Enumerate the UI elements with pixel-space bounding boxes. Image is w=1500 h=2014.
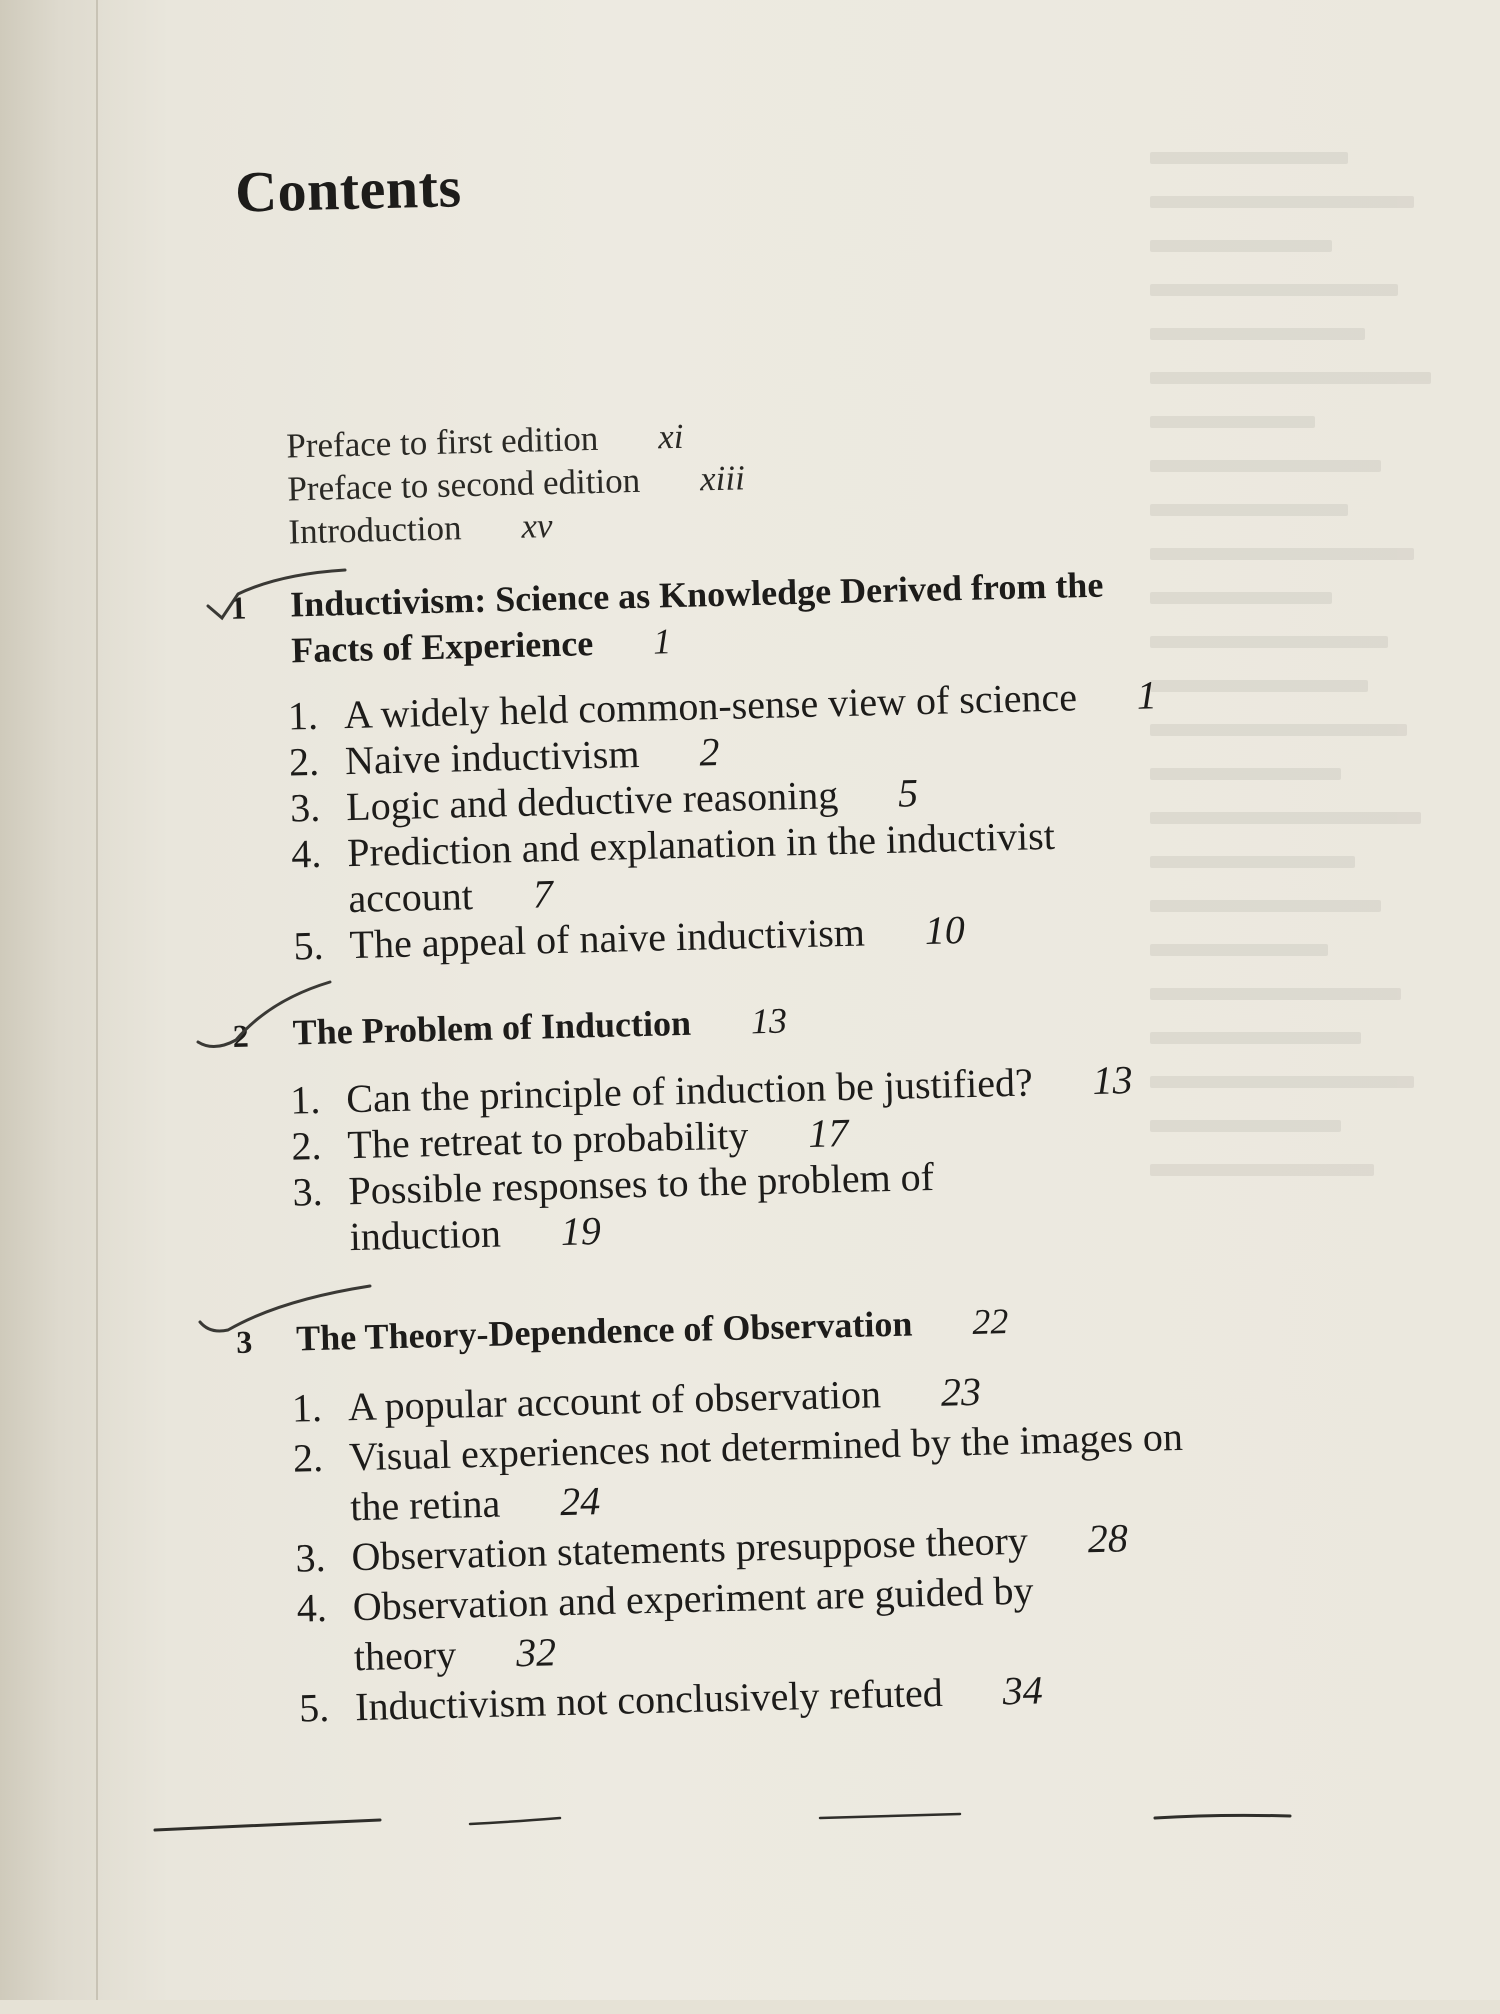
section-title: A popular account of observation [347,1371,882,1430]
underline-stroke [820,1814,960,1818]
section-title: The appeal of naive inductivism [349,909,866,968]
page-title: Contents [234,154,463,225]
section-page: 23 [940,1368,982,1415]
section-number: 3. [294,1534,327,1581]
chapter-number: 3 [235,1323,253,1360]
section-number: 5. [298,1684,330,1731]
section-number: 1. [287,692,319,739]
section-page: 1 [1136,672,1158,718]
entry-page: xi [657,416,684,457]
section-title: Can the principle of induction be justified? [345,1059,1034,1122]
underline-stroke [470,1818,560,1824]
section-page: 17 [807,1109,849,1156]
check-mark-icon [198,982,330,1047]
section-number: 3. [292,1168,324,1215]
section-title: The retreat to probability [346,1112,749,1168]
section-title: Observation and experiment are guided by [352,1567,1034,1630]
section-page: 13 [1092,1057,1134,1103]
section-number: 3. [289,784,321,831]
section-page: 34 [1002,1667,1044,1714]
section-title: Prediction and explanation in the inductivist [346,812,1056,876]
section-title-line2: account [347,873,474,922]
section-page: 32 [515,1629,557,1676]
chapter-page: 1 [652,621,672,662]
section-page: 24 [559,1478,601,1525]
section-page: 5 [897,770,919,816]
chapter-page: 22 [971,1301,1009,1342]
underline-stroke [155,1820,380,1830]
section-title: Naive inductivism [344,730,640,784]
section-title-line2: induction [349,1210,502,1260]
section-page: 28 [1087,1515,1129,1562]
section-title-line2: theory [353,1631,457,1680]
section-title: Logic and deductive reasoning [345,772,839,830]
section-page: 2 [698,729,720,775]
section-number: 1. [291,1384,323,1431]
section-title-line2: the retina [349,1480,501,1530]
check-mark-icon [208,570,345,618]
section-number: 2. [292,1434,324,1481]
chapter-title-line1: The Problem of Induction [292,1002,692,1053]
chapter-title-line2: Facts of Experience [290,623,594,671]
section-number: 4. [290,830,322,877]
section-title: A widely held common-sense view of science [343,674,1078,738]
section-number: 4. [296,1584,328,1631]
chapter-title-line1: The Theory-Dependence of Observation [295,1303,913,1359]
section-number: 2. [290,1122,323,1169]
chapter-number: 1 [229,589,247,626]
chapter-number: 2 [232,1017,250,1054]
chapter-page: 13 [750,1000,788,1042]
section-page: 10 [924,907,966,954]
section-page: 7 [532,871,554,917]
section-number: 5. [293,922,325,969]
underline-stroke [1155,1815,1290,1818]
section-number: 2. [288,738,320,785]
section-page: 19 [560,1208,602,1255]
entry-label: Preface to first edition [285,418,599,466]
check-mark-icon [200,1286,370,1331]
section-title: Observation statements presuppose theory [350,1517,1029,1580]
chapter-title-line1: Inductivism: Science as Knowledge Derived from the [289,564,1104,625]
entry-label: Preface to second edition [286,460,641,509]
section-title: Visual experiences not determined by the images on [348,1413,1184,1480]
entry-label: Introduction [287,508,462,552]
entry-page: xiii [699,458,746,499]
entry-page: xv [520,506,553,546]
section-title: Possible responses to the problem of [348,1153,935,1214]
section-number: 1. [289,1076,321,1123]
section-title: Inductivism not conclusively refuted [354,1669,944,1730]
